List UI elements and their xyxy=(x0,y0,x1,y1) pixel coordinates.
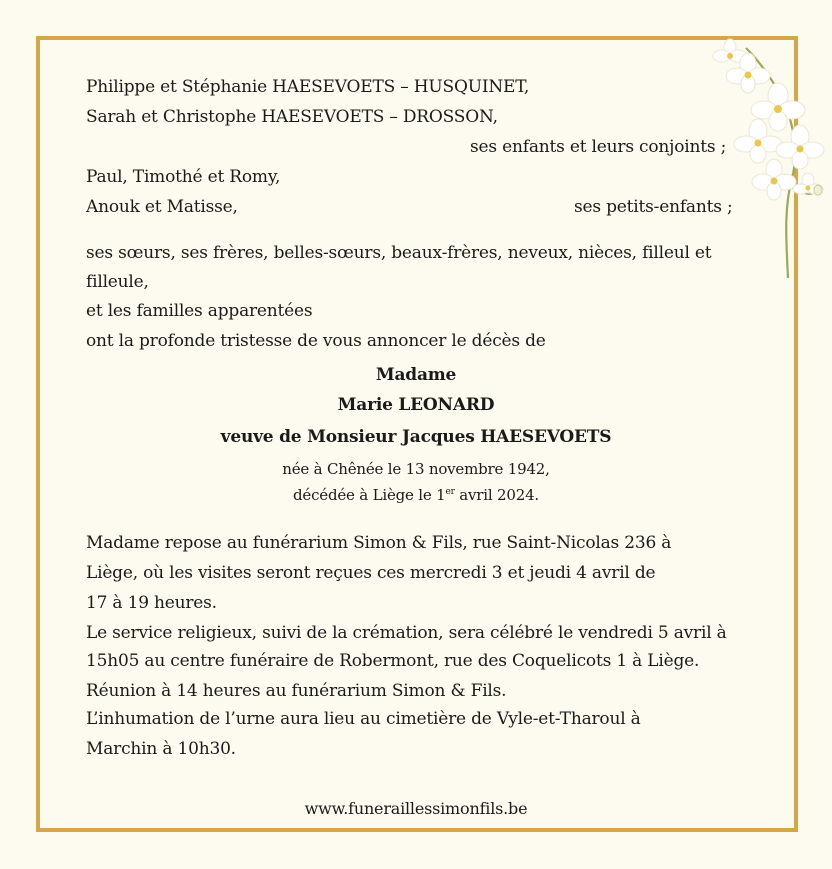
grandchildren-line-2: Anouk et Matisse, xyxy=(86,197,238,217)
deceased-birth: née à Chênée le 13 novembre 1942, xyxy=(282,460,550,478)
details-line-5: 15h05 au centre funéraire de Robermont, rue des Coquelicots 1 à Liège. xyxy=(86,651,700,671)
grandchildren-line-1: Paul, Timothé et Romy, xyxy=(86,167,281,187)
deceased-title: Madame xyxy=(375,365,457,385)
deceased-name: Marie LEONARD xyxy=(337,395,495,415)
family-line-2: Sarah et Christophe HAESEVOETS – DROSSON, xyxy=(86,107,498,127)
details-line-8: Marchin à 10h30. xyxy=(86,739,236,759)
family-line-1: Philippe et Stéphanie HAESEVOETS – HUSQUINET, xyxy=(86,77,530,97)
relatives-line-1: ses sœurs, ses frères, belles-sœurs, beaux-frères, neveux, nièces, filleul et xyxy=(86,243,712,263)
website-link[interactable]: www.funeraillessimonfils.be xyxy=(304,799,528,818)
deceased-widow-of: veuve de Monsieur Jacques HAESEVOETS xyxy=(220,427,612,447)
details-line-4: Le service religieux, suivi de la crémation, sera célébré le vendredi 5 avril à xyxy=(86,623,727,643)
relatives-line-2: filleule, xyxy=(86,272,149,292)
deceased-death: décédée à Liège le 1er avril 2024. xyxy=(293,486,539,504)
relatives-line-4: ont la profonde tristesse de vous annoncer le décès de xyxy=(86,331,546,351)
children-label: ses enfants et leurs conjoints ; xyxy=(470,137,727,157)
details-line-2: Liège, où les visites seront reçues ces mercredi 3 et jeudi 4 avril de xyxy=(86,563,656,583)
details-line-7: L’inhumation de l’urne aura lieu au cimetière de Vyle-et-Tharoul à xyxy=(86,709,641,729)
details-line-3: 17 à 19 heures. xyxy=(86,593,217,613)
orchid-branch-icon xyxy=(700,38,830,278)
grandchildren-label: ses petits-enfants ; xyxy=(574,197,733,217)
details-line-6: Réunion à 14 heures au funérarium Simon & Fils. xyxy=(86,681,507,701)
relatives-line-3: et les familles apparentées xyxy=(86,301,313,321)
details-line-1: Madame repose au funérarium Simon & Fils, rue Saint-Nicolas 236 à xyxy=(86,533,672,553)
